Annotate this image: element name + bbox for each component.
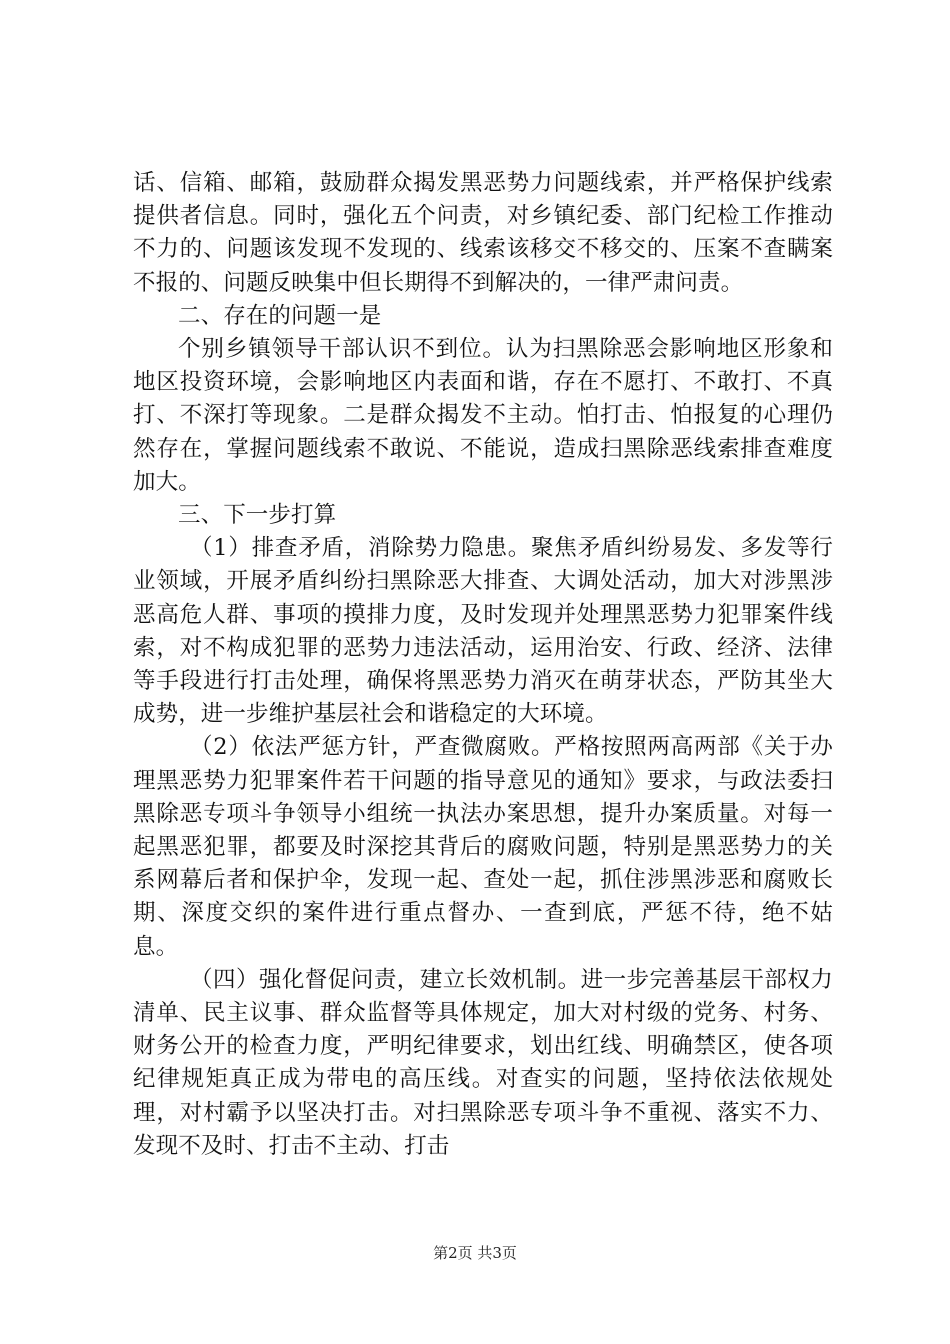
section-heading-next-steps: 三、下一步打算 [178, 502, 337, 529]
page-number-footer: 第2页 共3页 [433, 1244, 517, 1262]
section-heading-problems: 二、存在的问题一是 [178, 302, 382, 329]
paragraph-continuation: 话、信箱、邮箱，鼓励群众揭发黑恶势力问题线索，并严格保护线索提供者信息。同时，强化五个问责，对乡镇纪委、部门纪检工作推动不力的、问题该发现不发现的、线索该移交不移交的、压案不查瞒案不报的、问题反映集中但长期得不到解决的，一律严肃问责。 [133, 170, 833, 296]
document-body [133, 167, 833, 1163]
paragraph-step-2: （2）依法严惩方针，严查微腐败。严格按照两高两部《关于办理黑恶势力犯罪案件若干问题的指导意见的通知》要求，与政法委扫黑除恶专项斗争领导小组统一执法办案思想，提升办案质量。对每一起黑恶犯罪，都要及时深挖其背后的腐败问题，特别是黑恶势力的关系网幕后者和保护伞，发现一起、查处一起，抓住涉黑涉恶和腐败长期、深度交织的案件进行重点督办、一查到底，严惩不待，绝不姑息。 [133, 734, 833, 960]
paragraph-problems: 个别乡镇领导干部认识不到位。认为扫黑除恶会影响地区形象和地区投资环境，会影响地区内表面和谐，存在不愿打、不敢打、不真打、不深打等现象。二是群众揭发不主动。怕打击、怕报复的心理仍然存在，掌握问题线索不敢说、不能说，造成扫黑除恶线索排查难度加大。 [133, 336, 833, 495]
paragraph-step-4: （四）强化督促问责，建立长效机制。进一步完善基层干部权力清单、民主议事、群众监督等具体规定，加大对村级的党务、村务、财务公开的检查力度，严明纪律要求，划出红线、明确禁区，使各项纪律规矩真正成为带电的高压线。对查实的问题，坚持依法依规处理，对村霸予以坚决打击。对扫黑除恶专项斗争不重视、落实不力、发现不及时、打击不主动、打击 [133, 966, 833, 1159]
paragraph-step-1: （1）排查矛盾，消除势力隐患。聚焦矛盾纠纷易发、多发等行业领域，开展矛盾纠纷扫黑除恶大排查、大调处活动，加大对涉黑涉恶高危人群、事项的摸排力度，及时发现并处理黑恶势力犯罪案件线索，对不构成犯罪的恶势力违法活动，运用治安、行政、经济、法律等手段进行打击处理，确保将黑恶势力消灭在萌芽状态，严防其坐大成势，进一步维护基层社会和谐稳定的大环境。 [133, 535, 833, 728]
